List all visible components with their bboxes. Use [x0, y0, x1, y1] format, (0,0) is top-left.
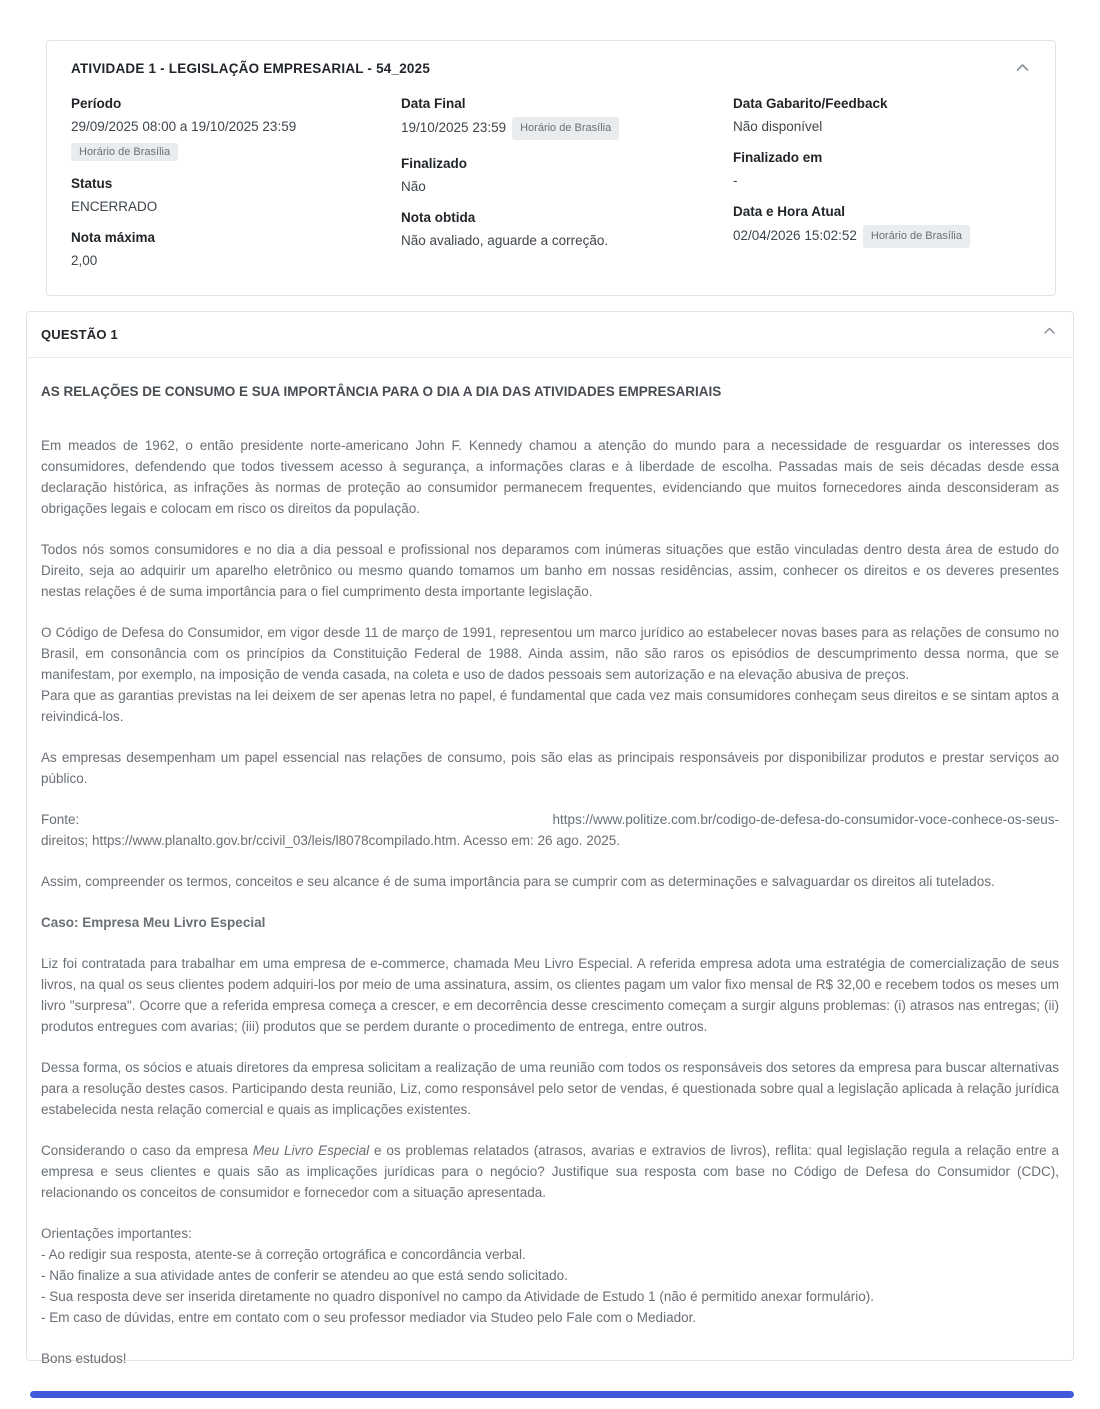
- paragraph-cdc: [41, 622, 1059, 727]
- field-value: Não: [401, 179, 426, 194]
- field-nota-maxima: [71, 230, 401, 269]
- field-value: [401, 118, 733, 141]
- paragraph-reuniao: Dessa forma, os sócios e atuais diretores da empresa solicitam a realização de uma reunião com todos os responsáveis dos setores da empresa para buscar alternativas para a resolução destes casos. Participando desta reunião, Liz, como responsável pelo setor de vendas, é questionada sobre qual a legislação aplicada à relação jurídica estabelecida nesta relação comercial e quais as implicações existentes.: [41, 1060, 1059, 1117]
- paragraph-kennedy: Em meados de 1962, o então presidente norte-americano John F. Kennedy chamou a atenção do mundo para a necessidade de resguardar os interesses dos consumidores, defendendo que todos tivessem acesso à segurança, a informações claras e à liberdade de escolha. Passadas mais de seis décadas desde essa declaração histórica, as infrações às normas de proteção ao consumidor permanecem frequentes, evidenciando que muitos fornecedores ainda desconsideram as obrigações legais e colocam em risco os direitos da população.: [41, 438, 1059, 516]
- field-label: Data Final: [401, 96, 466, 111]
- orientacao-item: - Sua resposta deve ser inserida diretamente no quadro disponível no campo da Atividade de Estudo 1 (não é permitido anexar formulário).: [41, 1289, 874, 1304]
- question-card: [26, 311, 1074, 1366]
- chevron-up-icon: [1016, 63, 1029, 72]
- field-value: Não disponível: [733, 119, 823, 134]
- chevron-up-icon: [1044, 327, 1055, 335]
- field-data-gabarito: [733, 96, 1031, 135]
- paragraph-empresas: As empresas desempenham um papel essencial nas relações de consumo, pois são elas as principais responsáveis por disponibilizar produtos e prestar serviços ao público.: [41, 750, 1059, 786]
- orientacao-item: - Não finalize a sua atividade antes de conferir se atendeu ao que está sendo solicitado.: [41, 1268, 568, 1283]
- status-value: ENCERRADO: [71, 199, 158, 214]
- activity-fields-grid: [71, 96, 1031, 284]
- field-label: Data e Hora Atual: [733, 204, 846, 219]
- fonte-label: Fonte:: [41, 812, 80, 827]
- field-label: Data Gabarito/Feedback: [733, 96, 888, 111]
- paragraph-cdc-part2: Para que as garantias previstas na lei deixem de ser apenas letra no papel, é fundamental que cada vez mais consumidores conheçam seus direitos e se sintam aptos a reivindicá-los.: [41, 688, 1059, 724]
- field-label: Período: [71, 96, 122, 111]
- field-nota-obtida: [401, 210, 733, 249]
- field-value: -: [733, 173, 738, 188]
- field-finalizado: [401, 156, 733, 195]
- current-datetime-value: 02/04/2026 15:02:52: [733, 228, 857, 243]
- field-periodo: [71, 96, 401, 161]
- activity-summary-card: [46, 40, 1056, 296]
- field-value: 2,00: [71, 253, 98, 268]
- pergunta-pre: Considerando o caso da empresa: [41, 1143, 253, 1158]
- timezone-badge: Horário de Brasília: [71, 143, 178, 161]
- orientacao-item: - Ao redigir sua resposta, atente-se à correção ortográfica e concordância verbal.: [41, 1247, 526, 1262]
- orientacoes-list: [41, 1223, 1059, 1328]
- fonte-line-2: direitos; https://www.planalto.gov.br/ccivil_03/leis/l8078compilado.htm. Acesso em: 26 ago. 2025.: [41, 833, 621, 848]
- paragraph-assim: Assim, compreender os termos, conceitos e seu alcance é de suma importância para se cumprir com as determinações e salvaguardar os direitos ali tutelados.: [41, 874, 995, 889]
- paragraph-consumidores: Todos nós somos consumidores e no dia a dia pessoal e profissional nos deparamos com inúmeras situações que estão vinculadas dentro desta área de estudo do Direito, seja ao adquirir um aparelho eletrônico ou mesmo quando tomamos um banho em nossas residências, assim, conhecer os direitos e os deveres presentes nestas relações é de suma importância para o fiel cumprimento desta importante legislação.: [41, 542, 1059, 599]
- bottom-accent-bar: [30, 1391, 1074, 1398]
- data-final-value: 19/10/2025 23:59: [401, 120, 507, 135]
- field-value: 29/09/2025 08:00 a 19/10/2025 23:59: [71, 119, 297, 134]
- activity-column-2: [401, 96, 733, 284]
- orientacoes-title: Orientações importantes:: [41, 1226, 192, 1241]
- paragraph-fonte: [41, 809, 1059, 851]
- timezone-badge: Horário de Brasília: [863, 225, 970, 248]
- field-finalizado-em: [733, 150, 1031, 189]
- field-label: Nota máxima: [71, 230, 156, 245]
- paragraph-pergunta: [41, 1140, 1059, 1203]
- field-label: Finalizado: [401, 156, 468, 171]
- field-data-final: [401, 96, 733, 141]
- field-value: [733, 226, 1031, 249]
- fonte-line-1: [41, 809, 1059, 830]
- caso-heading: Caso: Empresa Meu Livro Especial: [41, 915, 266, 930]
- activity-collapse-button[interactable]: [1014, 61, 1031, 74]
- paragraph-cdc-part1: O Código de Defesa do Consumidor, em vigor desde 11 de março de 1991, representou um marco jurídico ao estabelecer novas bases para as relações de consumo no Brasil, em consonância com os princípios da Constituição Federal de 1988. Ainda assim, não são raros os episódios de descumprimento dessa norma, que se manifestam, por exemplo, na imposição de venda casada, na coleta e uso de dados pessoais sem autorização e na elevação abusiva de preços.: [41, 625, 1059, 682]
- closing-message: Bons estudos!: [41, 1351, 127, 1366]
- paragraph-liz: Liz foi contratada para trabalhar em uma empresa de e-commerce, chamada Meu Livro Especial. A referida empresa adota uma estratégia de comercialização de seus livros, na qual os seus clientes podem adquiri-los por meio de uma assinatura, assim, os clientes pagam um valor fixo mensal de R$ 32,00 e recebem todos os meses um livro "surpresa". Ocorre que a referida empresa começa a crescer, e em decorrência desse crescimento começam a surgir alguns problemas: (i) atrasos nas entregas; (ii) produtos entregues com avarias; (iii) produtos que se perdem durante o procedimento de entrega, entre outros.: [41, 956, 1059, 1034]
- pergunta-post: e os problemas relatados (atrasos, avarias e extravios de livros), reflita: qual legislação regula a relação entre a empresa e seus clientes e quais são as implicações jurídicas para o negócio? Justifique sua resposta com base no Código de Defesa do Consumidor (CDC), relacionando os conceitos de consumidor e fornecedor com a situação apresentada.: [41, 1143, 1059, 1200]
- timezone-badge: Horário de Brasília: [512, 117, 619, 140]
- field-label: Finalizado em: [733, 150, 823, 165]
- field-label: Status: [71, 176, 113, 191]
- orientacao-item: - Em caso de dúvidas, entre em contato com o seu professor mediador via Studeo pelo Fale com o Mediador.: [41, 1310, 697, 1325]
- question-body: [27, 358, 1073, 1409]
- activity-title: ATIVIDADE 1 - LEGISLAÇÃO EMPRESARIAL - 54_2025: [71, 61, 431, 76]
- question-header-title: QUESTÃO 1: [41, 327, 118, 342]
- field-value: Não avaliado, aguarde a correção.: [401, 233, 609, 248]
- field-label: Nota obtida: [401, 210, 476, 225]
- question-title: AS RELAÇÕES DE CONSUMO E SUA IMPORTÂNCIA PARA O DIA A DIA DAS ATIVIDADES EMPRESARIAIS: [41, 384, 722, 399]
- activity-column-1: [71, 96, 401, 284]
- empresa-nome-italico: Meu Livro Especial: [252, 1143, 370, 1158]
- field-data-hora-atual: [733, 204, 1031, 249]
- field-status: [71, 176, 401, 215]
- question-header: [27, 312, 1073, 358]
- question-collapse-button[interactable]: [1042, 325, 1057, 337]
- activity-column-3: [733, 96, 1031, 284]
- fonte-url-politize: https://www.politize.com.br/codigo-de-defesa-do-consumidor-voce-conhece-os-seus-: [552, 812, 1059, 827]
